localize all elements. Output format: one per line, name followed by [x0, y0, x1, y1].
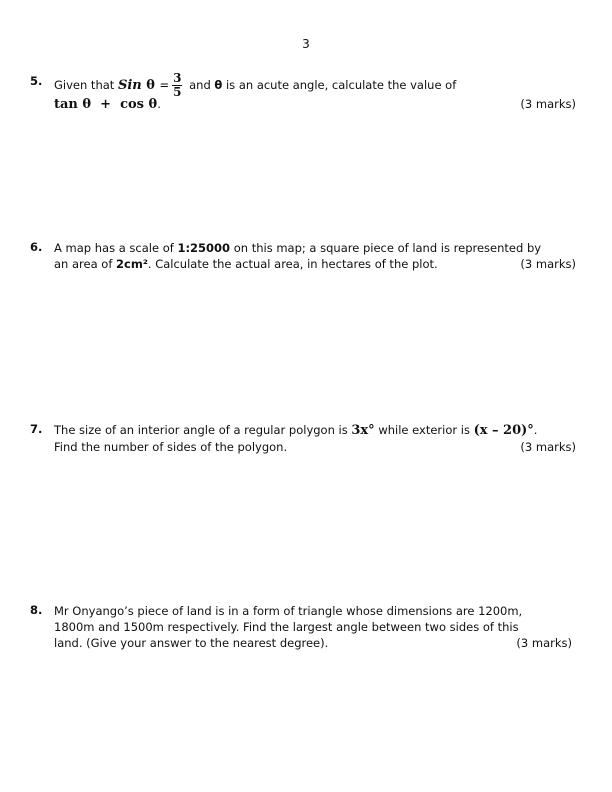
question-8: [30, 603, 576, 655]
fraction: [172, 72, 182, 99]
page-number: 3: [302, 37, 310, 51]
math-expression: tan θ + cos θ: [54, 97, 158, 112]
question-text-line: [54, 72, 576, 99]
marks: (3 marks): [520, 440, 576, 454]
question-text-line: [54, 96, 576, 113]
text: .: [533, 423, 538, 437]
question-text-line: [54, 439, 576, 455]
fraction-numerator: 3: [173, 71, 182, 85]
marks: (3 marks): [520, 257, 576, 271]
fraction-denominator: 5: [173, 85, 182, 99]
text: and: [185, 78, 215, 92]
text: The size of an interior angle of a regular polygon is: [54, 423, 352, 437]
text: Given that: [54, 78, 118, 92]
marks: (3 marks): [520, 97, 576, 111]
text: land. (Give your answer to the nearest degree).: [54, 636, 329, 650]
text: on this map; a square piece of land is represented by: [230, 241, 542, 255]
text: is an acute angle, calculate the value of: [222, 78, 457, 92]
question-text-line: [54, 422, 576, 439]
question-6: [30, 240, 576, 276]
question-number: 7.: [30, 422, 43, 436]
question-7: [30, 422, 576, 458]
map-area: 2cm²: [116, 257, 148, 271]
question-text-line: [54, 603, 576, 619]
map-scale: 1:25000: [177, 241, 231, 255]
math-theta: θ: [214, 78, 223, 92]
text: an area of: [54, 257, 117, 271]
text: A map has a scale of: [54, 241, 178, 255]
math-theta: θ: [141, 78, 160, 93]
marks: (3 marks): [516, 636, 572, 650]
text: Find the number of sides of the polygon.: [54, 440, 288, 454]
question-5: [30, 72, 576, 112]
question-number: 6.: [30, 240, 43, 254]
text: while exterior is: [374, 423, 474, 437]
question-text-line: [54, 635, 576, 651]
text: Mr Onyango’s piece of land is in a form of triangle whose dimensions are 1200m,: [54, 604, 523, 618]
question-number: 5.: [30, 74, 43, 88]
question-text-line: [54, 619, 576, 635]
math-sin: Sin: [117, 78, 142, 93]
text: 1800m and 1500m respectively. Find the largest angle between two sides of this: [54, 620, 519, 634]
math-interior-angle: 3x°: [351, 423, 375, 438]
question-number: 8.: [30, 603, 43, 617]
question-text-line: [54, 240, 576, 256]
text: .: [157, 97, 161, 111]
question-text-line: [54, 256, 576, 272]
math-exterior-angle: (x – 20)°: [473, 423, 534, 438]
text: . Calculate the actual area, in hectares of the plot.: [147, 257, 438, 271]
math-equals: =: [159, 78, 170, 92]
